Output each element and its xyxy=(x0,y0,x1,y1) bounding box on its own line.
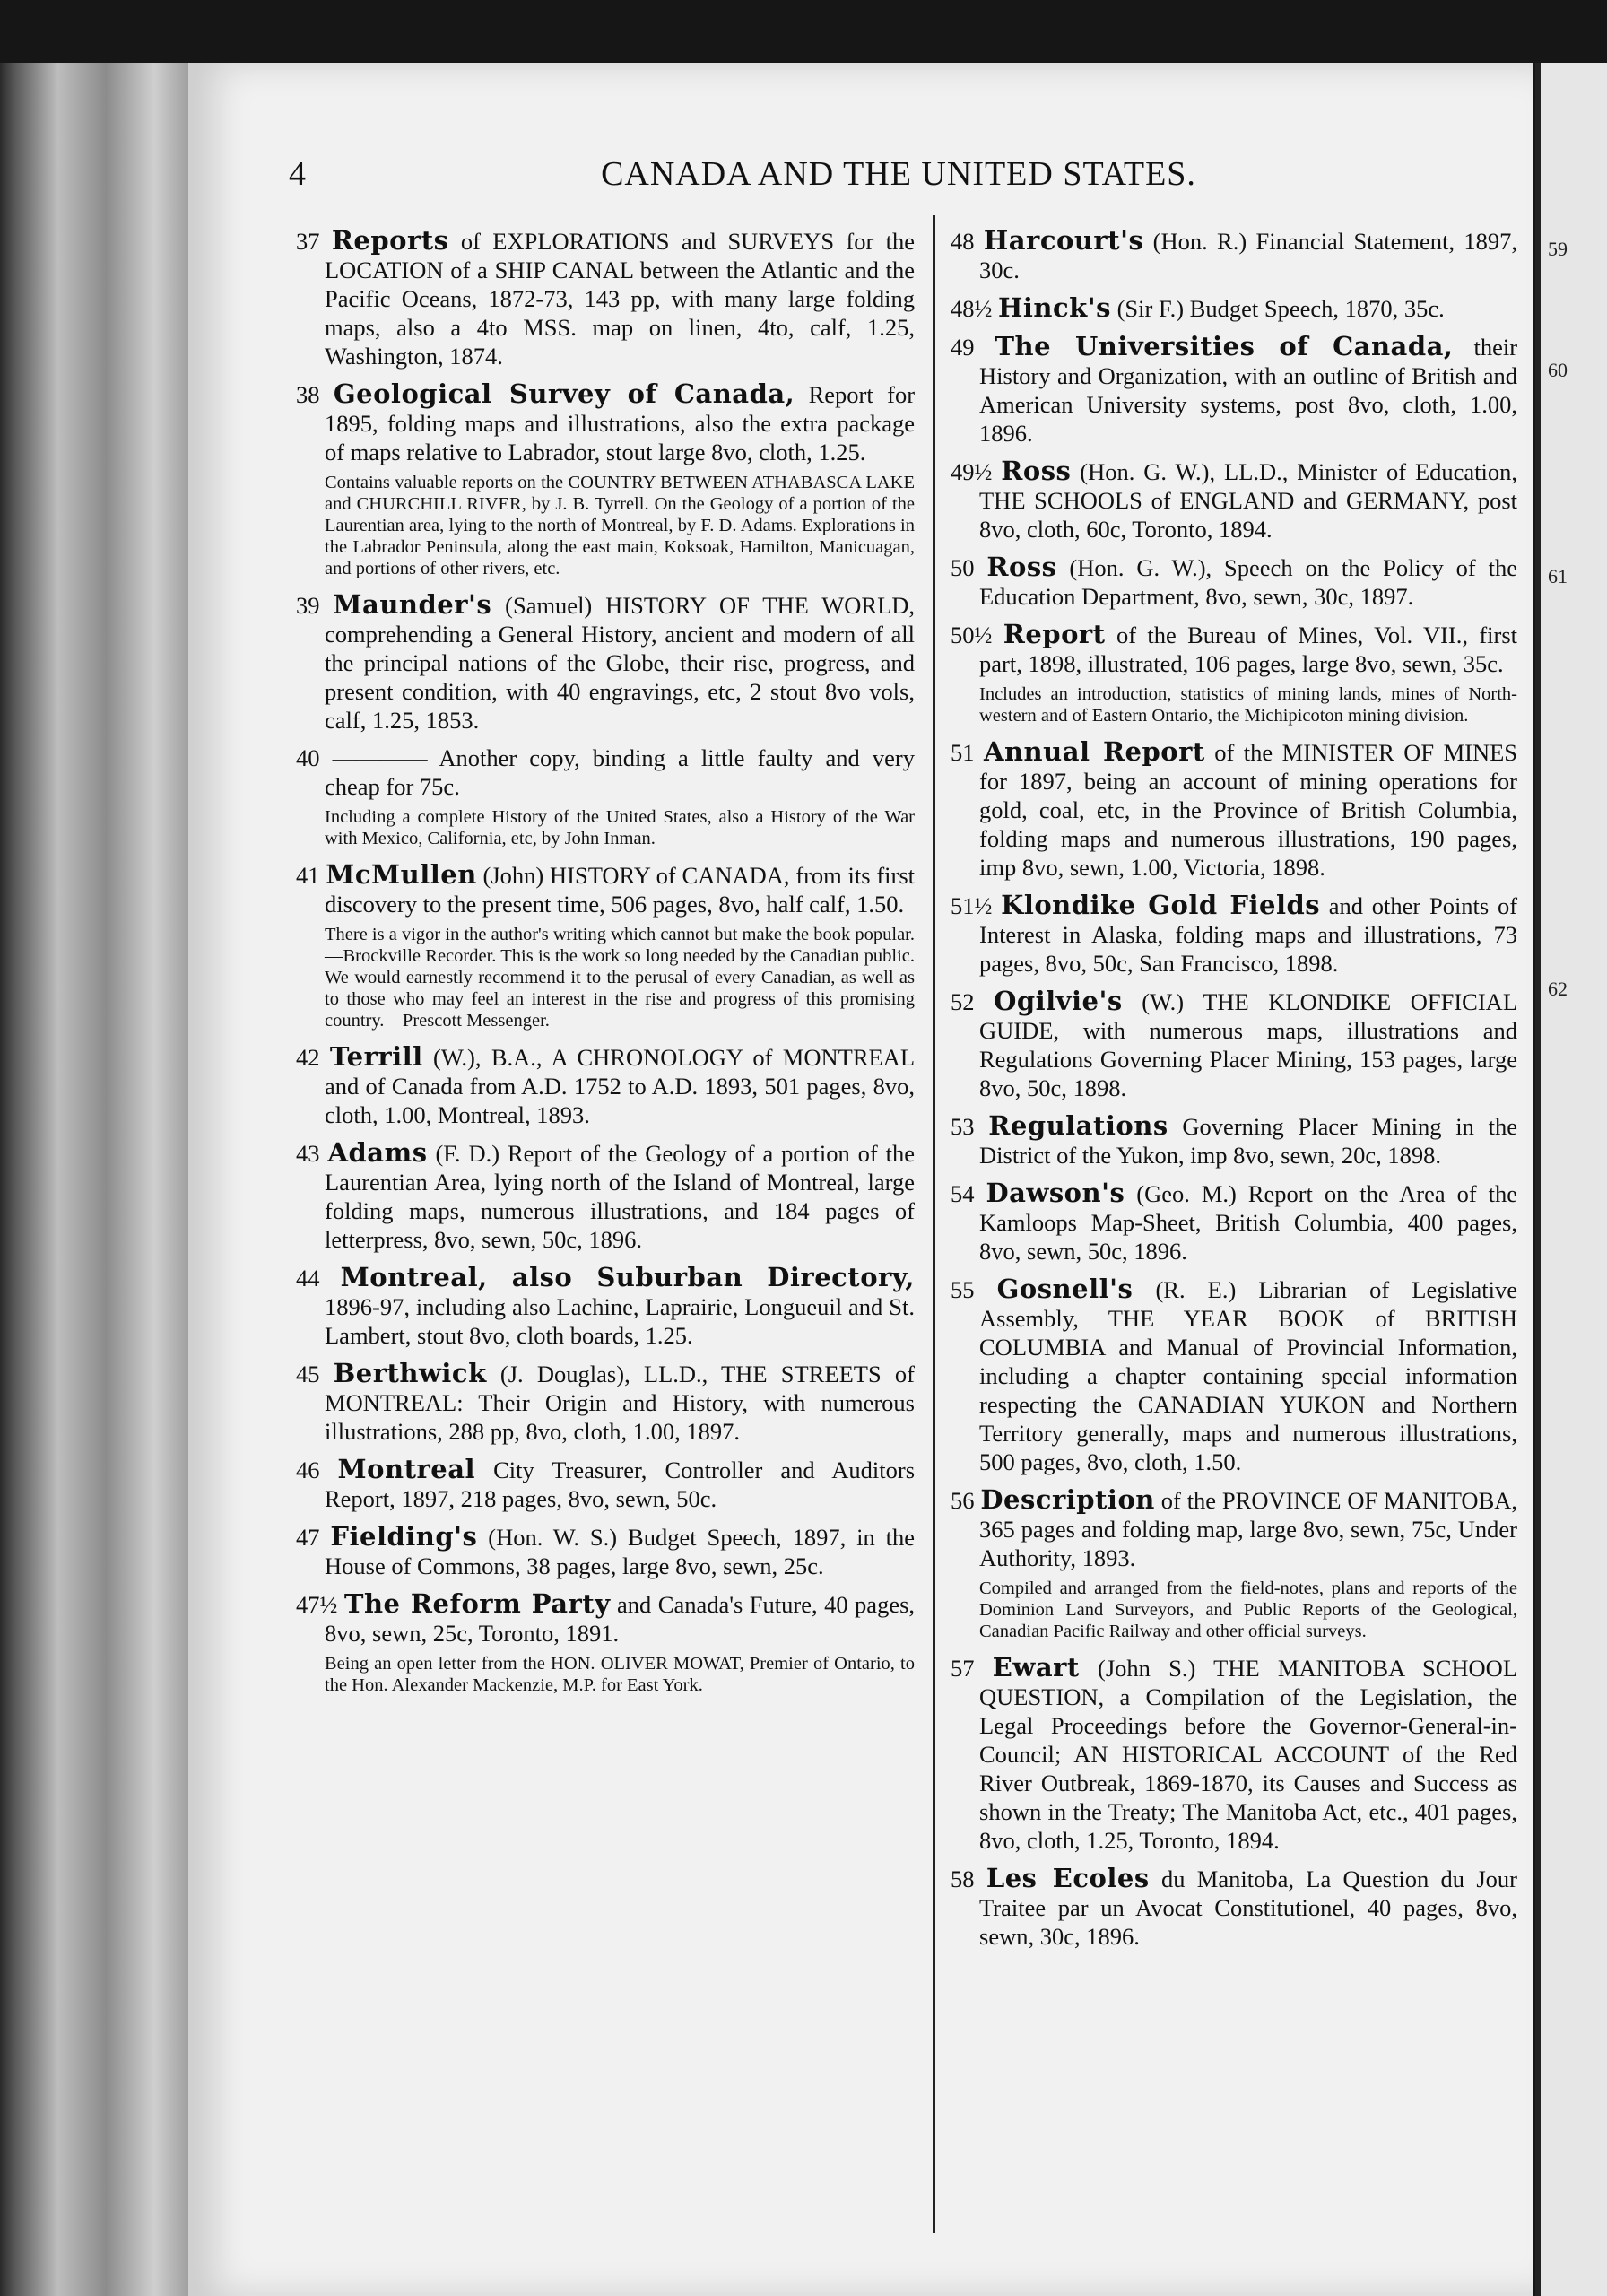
catalog-entry: 41 McMullen (John) HISTORY of CANADA, from its first discovery to the present time, 506 pages, 8vo, half calf, 1.50. xyxy=(296,859,916,918)
catalog-entry: 42 Terrill (W.), B.A., A CHRONOLOGY of MONTREAL and of Canada from A.D. 1752 to A.D. 1893, 501 pages, 8vo, cloth, 1.00, Montreal, 1893. xyxy=(296,1041,916,1128)
catalog-entry: 53 Regulations Governing Placer Mining in the District of the Yukon, imp 8vo, sewn, 20c, 1898. xyxy=(951,1110,1518,1169)
catalog-entry: 48 Harcourt's (Hon. R.) Financial Statement, 1897, 30c. xyxy=(951,225,1518,283)
catalog-entry: 56 Description of the PROVINCE OF MANITOBA, 365 pages and folding map, large 8vo, sewn, 75c, Under Authority, 1893. xyxy=(951,1484,1518,1571)
catalog-entry: 40 ———— Another copy, binding a little faulty and very cheap for 75c. xyxy=(296,744,916,800)
catalog-entry: 37 Reports of EXPLORATIONS and SURVEYS for the LOCATION of a SHIP CANAL between the Atlantic and the Pacific Oceans, 1872-73, 143 pp, with many large folding maps, also a 4to MSS. map on linen, 4to, calf, 1.25, Washington, 1874. xyxy=(296,225,916,370)
entry-note: Includes an introduction, statistics of mining lands, mines of North-western and of Eastern Ontario, the Michipicoton mining division. xyxy=(979,684,1517,726)
facing-page-number: 62 xyxy=(1548,978,1568,1000)
book-page-edges xyxy=(0,63,193,2296)
right-column xyxy=(951,226,1517,1960)
catalog-entry: 43 Adams (F. D.) Report of the Geology of a portion of the Laurentian Area, lying north of the Island of Montreal, large folding maps, numerous illustrations, and 184 pages of letterpress, 8vo, sewn, 50c, 1896. xyxy=(296,1137,916,1253)
catalog-entry: 51½ Klondike Gold Fields and other Points of Interest in Alaska, folding maps and illustrations, 73 pages, 8vo, 50c, San Francisco, 1898. xyxy=(951,890,1518,977)
catalog-entry: 47½ The Reform Party and Canada's Future, 40 pages, 8vo, sewn, 25c, Toronto, 1891. xyxy=(296,1588,916,1647)
catalog-entry: 46 Montreal City Treasurer, Controller and Auditors Report, 1897, 218 pages, 8vo, sewn, 50c. xyxy=(296,1454,916,1512)
catalog-entry: 49½ Ross (Hon. G. W.), LL.D., Minister of Education, THE SCHOOLS of ENGLAND and GERMANY, post 8vo, cloth, 60c, Toronto, 1894. xyxy=(951,456,1518,543)
catalog-entry: 52 Ogilvie's (W.) THE KLONDIKE OFFICIAL GUIDE, with numerous maps, illustrations and Regulations Governing Placer Mining, 153 pages, large 8vo, 50c, 1898. xyxy=(951,986,1518,1101)
column-rule xyxy=(933,215,935,2233)
catalog-entry: 38 Geological Survey of Canada, Report for 1895, folding maps and illustrations, also the extra package of maps relative to Labrador, stout large 8vo, cloth, 1.25. xyxy=(296,378,916,465)
entry-note: Including a complete History of the United States, also a History of the War with Mexico, California, etc, by John Inman. xyxy=(325,807,915,848)
catalog-entry: 54 Dawson's (Geo. M.) Report on the Area of the Kamloops Map-Sheet, British Columbia, 400 pages, 8vo, sewn, 50c, 1896. xyxy=(951,1178,1518,1265)
catalog-entry: 49 The Universities of Canada, their History and Organization, with an outline of British and American University systems, post 8vo, cloth, 1.00, 1896. xyxy=(951,331,1518,447)
facing-page-number: 61 xyxy=(1548,565,1568,587)
catalog-entry: 39 Maunder's (Samuel) HISTORY OF THE WORLD, comprehending a General History, ancient and modern of all the principal nations of the Globe, their rise, progress, and present condition, with 40 engravings, etc, 2 stout 8vo vols, calf, 1.25, 1853. xyxy=(296,589,916,734)
left-column xyxy=(296,226,915,1707)
entry-note: Contains valuable reports on the COUNTRY BETWEEN ATHABASCA LAKE and CHURCHILL RIVER, by J. B. Tyrrell. On the Geology of a portion of the Laurentian area, lying to the north of Montreal, by F. D. Adams. Explorations in the Labrador Peninsula, along the east main, Koksoak, Hamilton, Manicuagan, and portions of other rivers, etc. xyxy=(325,473,915,578)
facing-page-edge xyxy=(1535,63,1607,2296)
catalog-entry: 51 Annual Report of the MINISTER OF MINES for 1897, being an account of mining operations for gold, coal, etc, in the Province of British Columbia, folding maps and numerous illustrations, 190 pages, imp 8vo, sewn, 1.00, Victoria, 1898. xyxy=(951,736,1518,881)
catalog-entry: 58 Les Ecoles du Manitoba, La Question du Jour Traitee par un Avocat Constitutionel, 40 pages, 8vo, sewn, 30c, 1896. xyxy=(951,1863,1517,1950)
catalog-entry: 47 Fielding's (Hon. W. S.) Budget Speech, 1897, in the House of Commons, 38 pages, large 8vo, sewn, 25c. xyxy=(296,1521,916,1579)
entry-note: Compiled and arranged from the field-notes, plans and reports of the Dominion Land Surveyors, and Public Reports of the Geological, Canadian Pacific Railway and other official surveys. xyxy=(979,1578,1517,1641)
catalog-entry: 44 Montreal, also Suburban Directory, 1896-97, including also Lachine, Laprairie, Longueuil and St. Lambert, stout 8vo, cloth boards, 1.25. xyxy=(296,1262,915,1349)
catalog-entry: 57 Ewart (John S.) THE MANITOBA SCHOOL QUESTION, a Compilation of the Legislation, the Legal Proceedings before the Governor-General-in-Council; AN HISTORICAL ACCOUNT of the Red River Outbreak, 1869-1870, its Causes and Success as shown in the Treaty; The Manitoba Act, etc., 401 pages, 8vo, cloth, 1.25, Toronto, 1894. xyxy=(951,1652,1518,1854)
entry-note: There is a vigor in the author's writing which cannot but make the book popular.—Brockville Recorder. This is the work so long needed by the Canadian public. We would earnestly recommend it to the perusal of every Canadian, as well as to those who may feel an interest in the rise and progress of this promising country.—Prescott Messenger. xyxy=(325,925,915,1031)
catalog-entry: 55 Gosnell's (R. E.) Librarian of Legislative Assembly, THE YEAR BOOK of BRITISH COLUMBIA and Manual of Provincial Information, including a chapter containing special information respecting the CANADIAN YUKON and Northern Territory generally, maps and numerous illustrations, 500 pages, 8vo, cloth, 1.50. xyxy=(951,1274,1518,1475)
running-title: CANADA AND THE UNITED STATES. xyxy=(601,155,1196,193)
page-number: 4 xyxy=(289,155,306,193)
facing-page-number: 60 xyxy=(1548,359,1568,381)
catalog-entry: 48½ Hinck's (Sir F.) Budget Speech, 1870, 35c. xyxy=(951,292,1445,323)
catalog-entry: 45 Berthwick (J. Douglas), LL.D., THE STREETS of MONTREAL: Their Origin and History, with numerous illustrations, 288 pp, 8vo, cloth, 1.00, 1897. xyxy=(296,1358,916,1445)
facing-page-number: 59 xyxy=(1548,238,1568,260)
entry-note: Being an open letter from the HON. OLIVER MOWAT, Premier of Ontario, to the Hon. Alexander Mackenzie, M.P. for East York. xyxy=(325,1654,915,1695)
catalog-entry: 50 Ross (Hon. G. W.), Speech on the Policy of the Education Department, 8vo, sewn, 30c, 1897. xyxy=(951,552,1518,610)
catalog-entry: 50½ Report of the Bureau of Mines, Vol. VII., first part, 1898, illustrated, 106 pages, large 8vo, sewn, 35c. xyxy=(951,619,1518,677)
